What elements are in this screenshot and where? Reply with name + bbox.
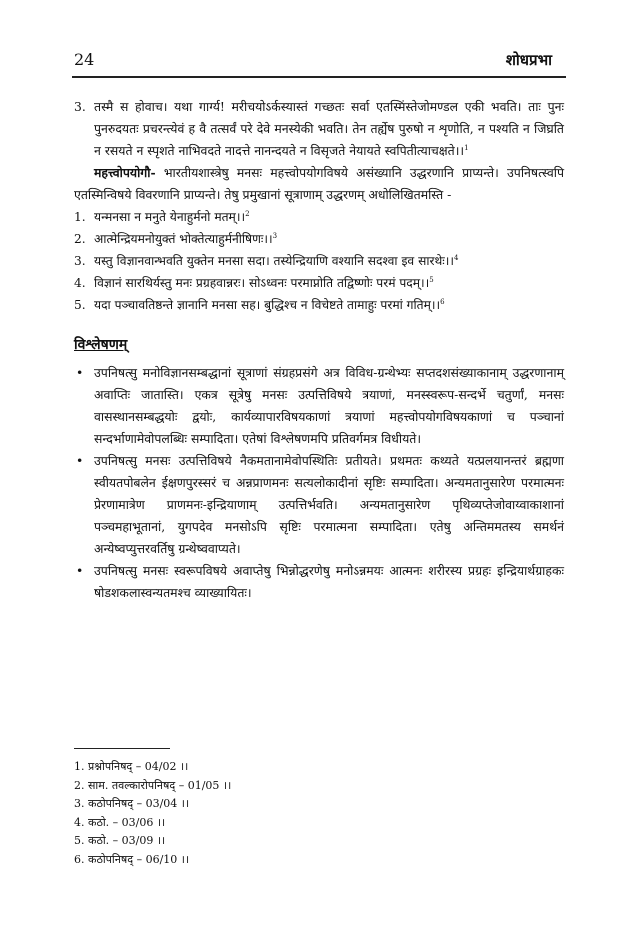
quote-number: 2. (74, 232, 86, 246)
significance-paragraph (74, 162, 564, 206)
intro-item (74, 96, 564, 162)
quote-number: 4. (74, 276, 86, 290)
analysis-item (74, 362, 564, 450)
analysis-text: उपनिषत्सु मनसः स्वरूपविषये अवाप्तेषु भिन्नोद्धरणेषु मनोऽन्नमयः आत्मनः शरीरस्य प्रग्रहः इन्द्रियार्थग्राहकः षोडशकलास्वन्यतमश्च व्याख्यायितः। (94, 563, 564, 600)
bullet-icon: • (76, 453, 84, 468)
footnote: 3. कठोपनिषद् – 03/04 ।। (74, 797, 190, 810)
section-heading: विश्लेषणम् (74, 337, 128, 353)
page-number: 24 (74, 50, 95, 69)
footnote-ref: 2 (245, 209, 250, 218)
footnote: 5. कठो. – 03/09 ।। (74, 834, 166, 847)
quote-text: आत्मेन्द्रियमनोयुक्तं भोक्तेत्याहुर्मनीषिणः।। (94, 232, 273, 246)
intro-text: तस्मै स होवाच। यथा गार्ग्य! मरीचयोऽर्कस्यास्तं गच्छतः सर्वा एतस्मिंस्तेजोमण्डल एकी भवति। ताः पुनः पुनरुदयतः प्रचरन्त्येवं ह वै तत्सर्वं परे देवे मनस्येकी भवति। तेन तर्ह्येष पुरुषो न शृणोति, न पश्यति न जिघ्रति न रसयते न स्पृशते नाभिवदते नादत्ते नानन्दयते न विसृजते नेयायते स्वपितीत्याचक्षते।। (94, 99, 564, 158)
quote-text: यदा पञ्चावतिष्ठन्ते ज्ञानानि मनसा सह। बुद्धिश्च न विचेष्टते तामाहुः परमां गतिम्।। (94, 298, 441, 312)
analysis-text: उपनिषत्सु मनोविज्ञानसम्बद्धानां सूत्राणां संग्रहप्रसंगे अत्र विविध-ग्रन्थेभ्यः सप्तदशसंख्याकानाम् उद्धरणानाम् अवाप्तिः जातास्ति। एकत्र सूत्रेषु मनसः उत्पत्तिविषये त्रयाणां, मनस्स्वरूप-सन्दर्भे चतुर्णां, मनसः वासस्थानसम्बद्धयोः द्वयोः, कार्यव्यापारविषयकाणां त्रयाणां महत्त्वोपयोगविषयकाणां च पञ्चानां सन्दर्भाणामेवोपलब्धिः सम्पादिता। एतेषां विश्लेषणमपि प्रतिवर्गमत्र विधीयते। (94, 365, 564, 446)
footnote-ref: 4 (453, 253, 459, 262)
footnote-ref: 1 (464, 143, 469, 152)
quote-number: 1. (74, 210, 86, 224)
running-title: शोधप्रभा (505, 51, 552, 69)
paragraph-lead: महत्त्वोपयोगौ- (94, 165, 156, 180)
quote-item (74, 206, 564, 228)
header-rule (72, 76, 566, 78)
bullet-icon: • (76, 365, 84, 380)
bullet-icon: • (76, 563, 84, 578)
footnote: 2. साम. तवल्कारोपनिषद् – 01/05 ।। (74, 778, 232, 792)
footnote-rule (74, 748, 170, 749)
quote-item (74, 272, 564, 294)
quote-list (74, 206, 564, 316)
footnote: 6. कठोपनिषद् – 06/10 ।। (74, 852, 190, 866)
quote-text: विज्ञानं सारथिर्यस्तु मनः प्रग्रहवान्नरः। सोऽध्वनः परमाप्नोति तद्विष्णोः परमं पदम्।। (94, 276, 430, 290)
footnote: 1. प्रश्नोपनिषद् – 04/02 ।। (74, 760, 189, 773)
quote-number: 5. (74, 298, 86, 312)
analysis-item (74, 450, 564, 560)
analysis-item (74, 560, 564, 604)
footnotes (74, 758, 231, 869)
footnote: 4. कठो. – 03/06 ।। (74, 815, 166, 829)
quote-text: यन्मनसा न मनुते येनाहुर्मनो मतम्।। (94, 210, 246, 224)
footnote-ref: 3 (272, 231, 278, 240)
body-text (74, 96, 564, 604)
quote-item (74, 228, 564, 250)
intro-number: 3. (74, 99, 86, 114)
analysis-text: उपनिषत्सु मनसः उत्पत्तिविषये नैकमतानामेवोपस्थितिः प्रतीयते। प्रथमतः कथ्यते यत्प्रलयानन्तरं ब्रह्मणा स्वीयतपोबलेन ईक्षणपुरस्सरं च अन्नप्राणमनः सत्यलोकादीनां सृष्टिः सम्पादिता। अन्यमतानुसारेण परमात्मनः प्रेरणामात्रेण प्राणमनः-इन्द्रियाणाम् उत्पत्तिर्भवति। अन्यमतानुसारेण पृथिव्यप्तेजोवाय्वाकाशानां पञ्चमहाभूतानां, युगपदेव मनसोऽपि सृष्टिः परमात्मना सम्पादिता। एतेषु अन्तिममतस्य समर्थनं अन्येष्वप्युत्तरवर्तिषु ग्रन्थेष्ववाप्यते। (94, 453, 564, 556)
quote-text: यस्तु विज्ञानवान्भवति युक्तेन मनसा सदा। तस्येन्द्रियाणि वश्यानि सदश्वा इव सारथेः।। (94, 254, 454, 268)
analysis-list (74, 362, 564, 604)
quote-item (74, 294, 564, 316)
quote-number: 3. (74, 254, 86, 268)
paragraph-text: भारतीयशास्त्रेषु मनसः महत्त्वोपयोगविषये असंख्यानि उद्धरणानि प्राप्यन्ते। उपनिषत्स्वपि एतस्मिन्विषये विवरणानि प्राप्यन्ते। तेषु प्रमुखानां सूत्राणाम् उद्धरणम् अधोलिखितमस्ति - (74, 165, 564, 202)
footnote-ref: 6 (440, 297, 445, 306)
quote-item (74, 250, 564, 272)
footnote-ref: 5 (429, 275, 434, 284)
